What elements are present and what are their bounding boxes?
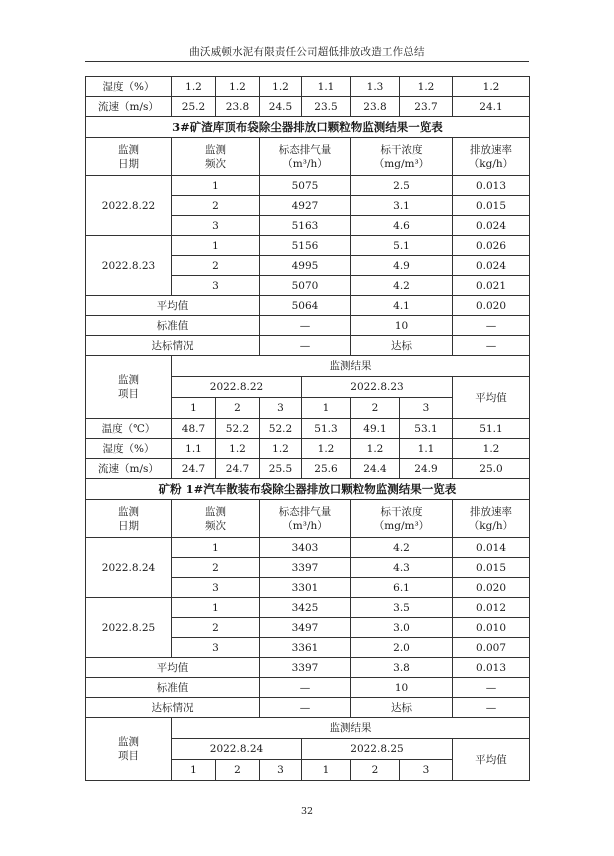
row-concentration: 3.5 bbox=[351, 598, 453, 618]
env-row-value: 1.2 bbox=[216, 77, 260, 97]
env-row-label: 流速（m/s） bbox=[86, 459, 172, 479]
env-row-value: 1.2 bbox=[400, 77, 453, 97]
row-frequency: 2 bbox=[172, 558, 260, 578]
header-rate-line2: （kg/h） bbox=[468, 157, 514, 170]
standard-row-flow: — bbox=[260, 678, 351, 698]
header-rate-line2: （kg/h） bbox=[468, 519, 514, 532]
header-flow-line1: 标态排气量 bbox=[278, 143, 332, 156]
table-caption-row bbox=[86, 479, 530, 500]
env-row-value: 24.1 bbox=[453, 97, 530, 117]
env-row-value: 52.2 bbox=[216, 419, 260, 439]
header-flow-line1: 标态排气量 bbox=[278, 505, 332, 518]
row-rate: 0.024 bbox=[453, 256, 530, 276]
row-concentration: 3.0 bbox=[351, 618, 453, 638]
average-row-label: 平均值 bbox=[86, 296, 260, 316]
header-frequency-line1: 监测 bbox=[205, 143, 226, 156]
compliance-row-rate: — bbox=[453, 336, 530, 356]
header-concentration-line1: 标干浓度 bbox=[380, 505, 423, 518]
row-rate: 0.015 bbox=[453, 196, 530, 216]
row-frequency: 2 bbox=[172, 618, 260, 638]
row-concentration: 4.3 bbox=[351, 558, 453, 578]
standard-row bbox=[86, 678, 530, 698]
average-row-rate: 0.013 bbox=[453, 658, 530, 678]
env-row bbox=[86, 97, 530, 117]
env-measure-number: 2 bbox=[351, 760, 400, 781]
env-row-value: 1.2 bbox=[260, 439, 302, 459]
header-date-line1: 监测 bbox=[118, 505, 139, 518]
row-flow: 3361 bbox=[260, 638, 351, 658]
table-caption: 矿粉 1#汽车散装布袋除尘器排放口颗粒物监测结果一览表 bbox=[86, 479, 530, 500]
header-concentration-line2: （mg/m³） bbox=[373, 519, 430, 532]
env-measure-number: 1 bbox=[302, 398, 351, 419]
env-item-header bbox=[86, 356, 172, 419]
data-row bbox=[86, 598, 530, 618]
env-row-value: 1.2 bbox=[453, 77, 530, 97]
row-flow: 5070 bbox=[260, 276, 351, 296]
env-row-value: 25.5 bbox=[260, 459, 302, 479]
compliance-row-concentration: 达标 bbox=[351, 336, 453, 356]
row-frequency: 1 bbox=[172, 236, 260, 256]
env-measure-number: 3 bbox=[400, 760, 453, 781]
env-row-value: 1.2 bbox=[351, 439, 400, 459]
header-date-line2: 日期 bbox=[118, 157, 139, 170]
row-flow: 5156 bbox=[260, 236, 351, 256]
standard-row-concentration: 10 bbox=[351, 678, 453, 698]
header-date-line1: 监测 bbox=[118, 143, 139, 156]
compliance-row-flow: — bbox=[260, 336, 351, 356]
row-date: 2022.8.24 bbox=[86, 538, 172, 598]
header-flow bbox=[260, 138, 351, 176]
env-row bbox=[86, 439, 530, 459]
row-rate: 0.026 bbox=[453, 236, 530, 256]
env-measure-number: 2 bbox=[216, 398, 260, 419]
compliance-row bbox=[86, 336, 530, 356]
env-measure-number: 3 bbox=[260, 760, 302, 781]
header-frequency bbox=[172, 500, 260, 538]
standard-row-rate: — bbox=[453, 316, 530, 336]
row-concentration: 5.1 bbox=[351, 236, 453, 256]
average-row-label: 平均值 bbox=[86, 658, 260, 678]
page-number: 32 bbox=[300, 806, 314, 817]
row-rate: 0.014 bbox=[453, 538, 530, 558]
env-row-value: 24.9 bbox=[400, 459, 453, 479]
env-top-section bbox=[86, 77, 530, 117]
env-row bbox=[86, 419, 530, 439]
env-row-value: 24.4 bbox=[351, 459, 400, 479]
compliance-row-label: 达标情况 bbox=[86, 336, 260, 356]
row-date: 2022.8.25 bbox=[86, 598, 172, 658]
env-item-header-line1: 监测 bbox=[118, 736, 139, 748]
row-flow: 3301 bbox=[260, 578, 351, 598]
header-flow bbox=[260, 500, 351, 538]
average-row-rate: 0.020 bbox=[453, 296, 530, 316]
header-frequency-line2: 频次 bbox=[205, 157, 226, 170]
header-rate bbox=[453, 138, 530, 176]
env-row-value: 1.1 bbox=[172, 439, 216, 459]
env-date-1: 2022.8.24 bbox=[172, 739, 302, 760]
env-item-header-line1: 监测 bbox=[118, 374, 139, 386]
compliance-row-label: 达标情况 bbox=[86, 698, 260, 718]
env-row-value: 51.1 bbox=[453, 419, 530, 439]
env-measure-number: 3 bbox=[400, 398, 453, 419]
env-result-header: 监测结果 bbox=[172, 356, 530, 377]
header-rate-line1: 排放速率 bbox=[470, 505, 512, 518]
data-row bbox=[86, 236, 530, 256]
table-caption-row bbox=[86, 117, 530, 138]
env-row-value: 48.7 bbox=[172, 419, 216, 439]
report-sheet bbox=[85, 76, 529, 781]
row-concentration: 6.1 bbox=[351, 578, 453, 598]
env-result-header: 监测结果 bbox=[172, 718, 530, 739]
row-flow: 3397 bbox=[260, 558, 351, 578]
env-row-value: 1.2 bbox=[453, 439, 530, 459]
row-flow: 3425 bbox=[260, 598, 351, 618]
env-row-value: 49.1 bbox=[351, 419, 400, 439]
row-concentration: 4.9 bbox=[351, 256, 453, 276]
compliance-row bbox=[86, 698, 530, 718]
env-measure-number: 1 bbox=[302, 760, 351, 781]
row-flow: 3497 bbox=[260, 618, 351, 638]
header-rule bbox=[85, 61, 529, 62]
header-concentration bbox=[351, 138, 453, 176]
row-frequency: 3 bbox=[172, 216, 260, 236]
env-date-1: 2022.8.22 bbox=[172, 377, 302, 398]
row-frequency: 3 bbox=[172, 638, 260, 658]
row-frequency: 1 bbox=[172, 176, 260, 196]
table-caption: 3#矿渣库顶布袋除尘器排放口颗粒物监测结果一览表 bbox=[86, 117, 530, 138]
env-measure-number: 3 bbox=[260, 398, 302, 419]
env-row-label: 湿度（%） bbox=[86, 77, 172, 97]
row-date: 2022.8.23 bbox=[86, 236, 172, 296]
env-row-value: 1.2 bbox=[216, 439, 260, 459]
row-frequency: 3 bbox=[172, 276, 260, 296]
env-item-header-line2: 项目 bbox=[118, 388, 139, 400]
standard-row-label: 标准值 bbox=[86, 678, 260, 698]
env-row-value: 25.6 bbox=[302, 459, 351, 479]
row-frequency: 2 bbox=[172, 256, 260, 276]
row-rate: 0.015 bbox=[453, 558, 530, 578]
row-rate: 0.013 bbox=[453, 176, 530, 196]
standard-row-flow: — bbox=[260, 316, 351, 336]
env-row-value: 25.0 bbox=[453, 459, 530, 479]
env-row-value: 24.7 bbox=[216, 459, 260, 479]
env-item-header-line2: 项目 bbox=[118, 750, 139, 762]
header-date bbox=[86, 138, 172, 176]
env-row-value: 24.7 bbox=[172, 459, 216, 479]
env-row-value: 23.8 bbox=[351, 97, 400, 117]
row-concentration: 4.6 bbox=[351, 216, 453, 236]
header-concentration bbox=[351, 500, 453, 538]
env-row-label: 温度（℃） bbox=[86, 419, 172, 439]
row-frequency: 1 bbox=[172, 598, 260, 618]
env-row-value: 1.1 bbox=[302, 77, 351, 97]
header-concentration-line1: 标干浓度 bbox=[380, 143, 423, 156]
average-row-flow: 5064 bbox=[260, 296, 351, 316]
compliance-row-rate: — bbox=[453, 698, 530, 718]
header-frequency bbox=[172, 138, 260, 176]
row-concentration: 4.2 bbox=[351, 538, 453, 558]
env-header-row bbox=[86, 718, 530, 739]
average-row-flow: 3397 bbox=[260, 658, 351, 678]
env-row-value: 51.3 bbox=[302, 419, 351, 439]
row-concentration: 2.0 bbox=[351, 638, 453, 658]
average-row-concentration: 4.1 bbox=[351, 296, 453, 316]
compliance-row-concentration: 达标 bbox=[351, 698, 453, 718]
row-rate: 0.010 bbox=[453, 618, 530, 638]
table1-section bbox=[86, 117, 530, 356]
env-date-2: 2022.8.23 bbox=[302, 377, 453, 398]
env-row-value: 23.5 bbox=[302, 97, 351, 117]
env-header-row bbox=[86, 356, 530, 377]
env-row-value: 53.1 bbox=[400, 419, 453, 439]
table-header-row bbox=[86, 138, 530, 176]
row-flow: 3403 bbox=[260, 538, 351, 558]
header-rate bbox=[453, 500, 530, 538]
env-average-header: 平均值 bbox=[453, 377, 530, 419]
standard-row-label: 标准值 bbox=[86, 316, 260, 336]
env-date-2: 2022.8.25 bbox=[302, 739, 453, 760]
env-average-header: 平均值 bbox=[453, 739, 530, 781]
row-rate: 0.021 bbox=[453, 276, 530, 296]
header-concentration-line2: （mg/m³） bbox=[373, 157, 430, 170]
row-rate: 0.007 bbox=[453, 638, 530, 658]
row-flow: 5075 bbox=[260, 176, 351, 196]
env-row-value: 52.2 bbox=[260, 419, 302, 439]
header-flow-line2: （m³/h） bbox=[282, 519, 328, 532]
header-rate-line1: 排放速率 bbox=[470, 143, 512, 156]
env-row-value: 1.2 bbox=[260, 77, 302, 97]
env-row-value: 1.2 bbox=[172, 77, 216, 97]
row-date: 2022.8.22 bbox=[86, 176, 172, 236]
header-date bbox=[86, 500, 172, 538]
standard-row bbox=[86, 316, 530, 336]
env-row-value: 23.7 bbox=[400, 97, 453, 117]
average-row bbox=[86, 658, 530, 678]
row-flow: 4995 bbox=[260, 256, 351, 276]
row-frequency: 2 bbox=[172, 196, 260, 216]
row-concentration: 4.2 bbox=[351, 276, 453, 296]
data-row bbox=[86, 538, 530, 558]
table2-section bbox=[86, 479, 530, 718]
page-header: 曲沃威顿水泥有限责任公司超低排放改造工作总结 bbox=[189, 46, 425, 58]
env-row bbox=[86, 77, 530, 97]
env-measure-number: 2 bbox=[351, 398, 400, 419]
row-frequency: 3 bbox=[172, 578, 260, 598]
env2-section bbox=[86, 718, 530, 781]
header-frequency-line1: 监测 bbox=[205, 505, 226, 518]
env-item-header bbox=[86, 718, 172, 781]
env-row-value: 24.5 bbox=[260, 97, 302, 117]
env1-section bbox=[86, 356, 530, 479]
env-row bbox=[86, 459, 530, 479]
row-flow: 4927 bbox=[260, 196, 351, 216]
row-frequency: 1 bbox=[172, 538, 260, 558]
row-rate: 0.020 bbox=[453, 578, 530, 598]
env-measure-number: 1 bbox=[172, 760, 216, 781]
header-flow-line2: （m³/h） bbox=[282, 157, 328, 170]
env-row-value: 1.2 bbox=[302, 439, 351, 459]
env-measure-number: 1 bbox=[172, 398, 216, 419]
row-flow: 5163 bbox=[260, 216, 351, 236]
env-row-value: 1.1 bbox=[400, 439, 453, 459]
env-row-label: 湿度（%） bbox=[86, 439, 172, 459]
data-row bbox=[86, 176, 530, 196]
env-row-value: 25.2 bbox=[172, 97, 216, 117]
header-frequency-line2: 频次 bbox=[205, 519, 226, 532]
average-row bbox=[86, 296, 530, 316]
env-measure-number: 2 bbox=[216, 760, 260, 781]
row-rate: 0.012 bbox=[453, 598, 530, 618]
standard-row-rate: — bbox=[453, 678, 530, 698]
report-table bbox=[85, 76, 530, 781]
average-row-concentration: 3.8 bbox=[351, 658, 453, 678]
compliance-row-flow: — bbox=[260, 698, 351, 718]
env-row-label: 流速（m/s） bbox=[86, 97, 172, 117]
header-date-line2: 日期 bbox=[118, 519, 139, 532]
standard-row-concentration: 10 bbox=[351, 316, 453, 336]
env-row-value: 23.8 bbox=[216, 97, 260, 117]
env-row-value: 1.3 bbox=[351, 77, 400, 97]
table-header-row bbox=[86, 500, 530, 538]
row-rate: 0.024 bbox=[453, 216, 530, 236]
row-concentration: 3.1 bbox=[351, 196, 453, 216]
row-concentration: 2.5 bbox=[351, 176, 453, 196]
